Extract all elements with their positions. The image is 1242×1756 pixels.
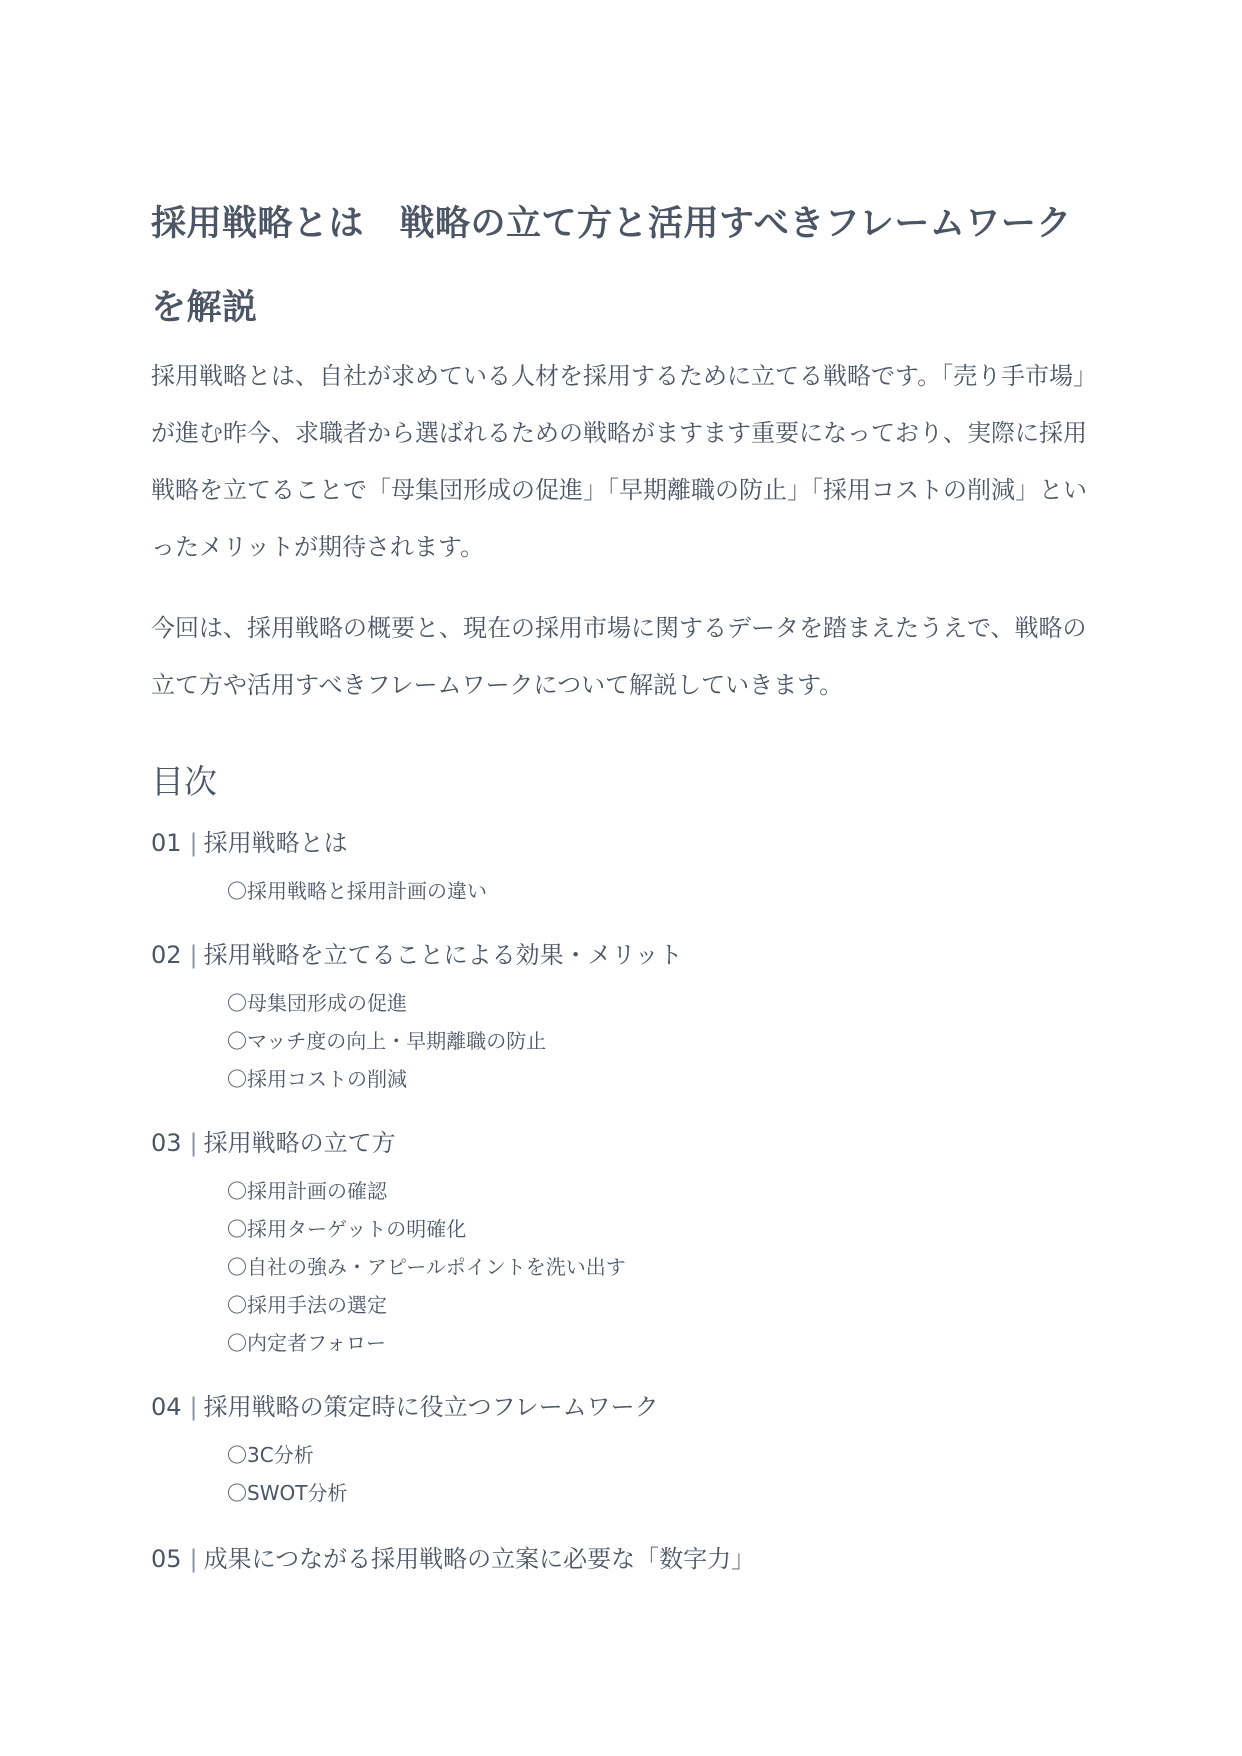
toc-sub-list bbox=[151, 984, 1091, 1098]
toc-section-03 bbox=[151, 1126, 1091, 1362]
toc-section-number: 02 bbox=[151, 941, 182, 969]
toc-separator: | bbox=[189, 941, 198, 969]
toc-section-title: 採用戦略の立て方 bbox=[203, 1129, 396, 1157]
toc-sub-item[interactable]: 〇母集団形成の促進 bbox=[227, 991, 407, 1015]
toc-separator: | bbox=[189, 1545, 198, 1573]
toc-sub-item[interactable]: 〇内定者フォロー bbox=[227, 1331, 386, 1355]
toc-sub-item[interactable]: 〇採用手法の選定 bbox=[227, 1293, 387, 1317]
toc-section-title-row[interactable] bbox=[151, 1390, 1091, 1424]
toc-section-title-row[interactable] bbox=[151, 1126, 1091, 1160]
toc-sub-item[interactable]: 〇採用戦略と採用計画の違い bbox=[227, 879, 487, 903]
toc-sub-item[interactable]: 〇採用ターゲットの明確化 bbox=[227, 1217, 467, 1241]
toc-section-number: 03 bbox=[151, 1129, 182, 1157]
toc-section-title: 採用戦略を立てることによる効果・メリット bbox=[203, 941, 683, 969]
toc-sub-item[interactable]: 〇3C分析 bbox=[227, 1443, 314, 1467]
toc-heading: 目次 bbox=[151, 762, 217, 801]
toc-section-number: 05 bbox=[151, 1545, 182, 1573]
toc-sub-item[interactable]: 〇SWOT分析 bbox=[227, 1481, 348, 1505]
toc-section-number: 01 bbox=[151, 829, 182, 857]
toc-separator: | bbox=[189, 1393, 198, 1421]
toc-section-title: 成果につながる採用戦略の立案に必要な「数字力」 bbox=[203, 1545, 756, 1573]
toc-separator: | bbox=[189, 1129, 198, 1157]
summary-paragraph: 今回は、採用戦略の概要と、現在の採用市場に関するデータを踏まえたうえで、戦略の立て方や活用すべきフレームワークについて解説していきます。 bbox=[151, 614, 1087, 699]
toc-sub-item[interactable]: 〇マッチ度の向上・早期離職の防止 bbox=[227, 1029, 547, 1053]
toc-sub-list bbox=[151, 1172, 1091, 1362]
toc-sub-item[interactable]: 〇採用計画の確認 bbox=[227, 1179, 387, 1203]
toc-section-title-row[interactable] bbox=[151, 1542, 1091, 1576]
toc-section-title-row[interactable] bbox=[151, 826, 1091, 860]
toc-section-02 bbox=[151, 938, 1091, 1098]
toc-section-number: 04 bbox=[151, 1393, 182, 1421]
toc-sub-list bbox=[151, 872, 1091, 910]
toc-section-title: 採用戦略の策定時に役立つフレームワーク bbox=[203, 1393, 659, 1421]
toc-section-title-row[interactable] bbox=[151, 938, 1091, 972]
article-title: 採用戦略とは 戦略の立て方と活用すべきフレームワークを解説 bbox=[151, 204, 1072, 328]
toc-sub-list bbox=[151, 1436, 1091, 1512]
toc-sub-item[interactable]: 〇自社の強み・アピールポイントを洗い出す bbox=[227, 1255, 626, 1279]
toc-separator: | bbox=[189, 829, 198, 857]
intro-paragraph: 採用戦略とは、自社が求めている人材を採用するために立てる戦略です。「売り手市場」が進む昨今、求職者から選ばれるための戦略がますます重要になっており、実際に採用戦略を立てることで「母集団形成の促進」「早期離職の防止」「採用コストの削減」といったメリットが期待されます。 bbox=[151, 362, 1087, 561]
toc-section-01 bbox=[151, 826, 1091, 910]
toc-sub-item[interactable]: 〇採用コストの削減 bbox=[227, 1067, 407, 1091]
toc-section-04 bbox=[151, 1390, 1091, 1512]
toc-section-05 bbox=[151, 1542, 1091, 1576]
toc-section-title: 採用戦略とは bbox=[203, 829, 348, 857]
